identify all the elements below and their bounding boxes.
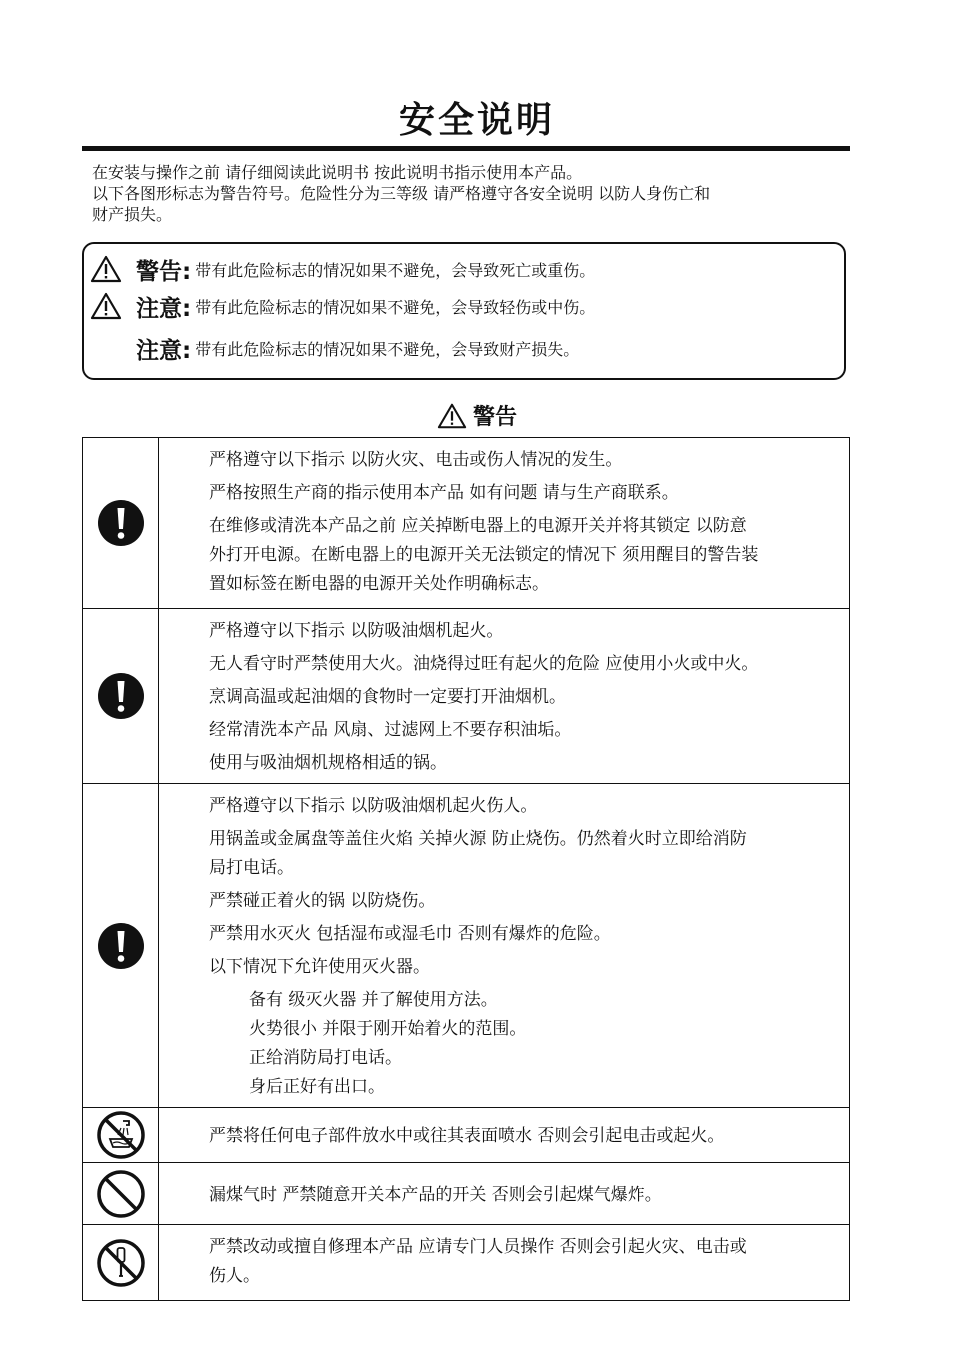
legend-notice-text: 带有此危险标志的情况如果不避免，会导致财产损失。 [195,339,580,359]
warning-triangle-icon [90,255,122,283]
icon-cell [83,1163,159,1225]
instruction-line: 严禁碰正着火的锅 以防烧伤。 [209,891,436,911]
instruction-line: 严禁将任何电子部件放水中或往其表面喷水 否则会引起电击或起火。 [209,1126,725,1146]
instruction-line: 严格按照生产商的指示使用本产品 如有问题 请与生产商联系。 [209,483,679,503]
text-cell [159,784,850,1108]
instruction-paragraph [209,512,837,599]
icon-cell [83,1108,159,1163]
instruction-line: 置如标签在断电器的电源开关处作明确标志。 [209,574,549,594]
instruction-line: 经常清洗本产品 风扇、过滤网上不要存积油垢。 [209,720,572,740]
instruction-line: 伤人。 [209,1266,260,1286]
text-cell [159,1108,850,1163]
instruction-line: 严格遵守以下指示 以防火灾、电击或伤人情况的发生。 [209,450,623,470]
mandatory-exclamation-icon [97,922,145,970]
text-cell [159,609,850,784]
warning-triangle-icon [437,402,467,430]
instruction-line: 外打开电源。在断电器上的电源开关无法锁定的情况下 须用醒目的警告装 [209,545,759,565]
table-row [83,1163,850,1225]
instruction-paragraph [209,825,837,883]
section-heading-text: 警告 [472,405,517,430]
table-row [83,438,850,609]
sub-item: 火势很小 并限于刚开始着火的范围。 [249,1019,527,1039]
legend-notice-label: 注意: [136,337,192,364]
instruction-line: 严格遵守以下指示 以防吸油烟机起火。 [209,621,504,641]
instruction-line: 严格遵守以下指示 以防吸油烟机起火伤人。 [209,796,538,816]
icon-cell [83,609,159,784]
title-rule [82,146,850,151]
legend-caution-label: 注意: [136,295,192,322]
hazard-legend-box [82,242,846,380]
instruction-line: 用锅盖或金属盘等盖住火焰 关掉火源 防止烧伤。仍然着火时立即给消防 [209,829,747,849]
table-row [83,1108,850,1163]
text-cell [159,1163,850,1225]
instruction-line: 局打电话。 [209,858,294,878]
page-title: 安全说明 [398,100,555,141]
instruction-line: 使用与吸油烟机规格相适的锅。 [209,753,447,773]
intro-line: 在安装与操作之前 请仔细阅读此说明书 按此说明书指示使用本产品。 [92,163,583,182]
instruction-line: 严禁用水灭火 包括湿布或湿毛巾 否则有爆炸的危险。 [209,924,611,944]
table-row [83,784,850,1108]
legend-notice-row [84,333,579,363]
sub-item: 备有 级灭火器 并了解使用方法。 [249,990,498,1010]
prohibited-icon [96,1169,146,1219]
table-row [83,1225,850,1301]
no-disassembly-icon [96,1238,146,1288]
instruction-paragraph [209,1233,837,1291]
instruction-line: 严禁改动或擅自修理本产品 应请专门人员操作 否则会引起火灾、电击或 [209,1237,747,1257]
intro-line: 财产损失。 [92,205,173,224]
text-cell [159,1225,850,1301]
sub-item: 身后正好有出口。 [249,1077,385,1097]
instruction-line: 无人看守时严禁使用大火。油烧得过旺有起火的危险 应使用小火或中火。 [209,654,759,674]
intro-line: 以下各图形标志为警告符号。危险性分为三等级 请严格遵守各安全说明 以防人身伤亡和 [92,184,711,203]
warning-table [82,437,850,1301]
instruction-line: 在维修或清洗本产品之前 应关掉断电器上的电源开关并将其锁定 以防意 [209,516,747,536]
icon-cell [83,1225,159,1301]
instruction-line: 烹调高温或起油烟的食物时一定要打开油烟机。 [209,687,566,707]
mandatory-exclamation-icon [97,672,145,720]
legend-caution-text: 带有此危险标志的情况如果不避免，会导致轻伤或中伤。 [195,297,596,317]
legend-warning-label: 警告: [136,258,192,285]
caution-triangle-icon [90,292,122,320]
table-row [83,609,850,784]
icon-cell [83,784,159,1108]
mandatory-exclamation-icon [97,499,145,547]
icon-cell [83,438,159,609]
text-cell [159,438,850,609]
no-water-spray-icon [96,1110,146,1160]
legend-warning-text: 带有此危险标志的情况如果不避免，会导致死亡或重伤。 [195,260,596,280]
intro-text [92,162,852,225]
instruction-line: 漏煤气时 严禁随意开关本产品的开关 否则会引起煤气爆炸。 [209,1184,662,1205]
warning-section-heading [0,400,954,431]
sub-item: 正给消防局打电话。 [249,1048,402,1068]
legend-caution-row [84,291,595,321]
instruction-line: 以下情况下允许使用灭火器。 [209,957,430,977]
legend-warning-row [84,254,595,284]
